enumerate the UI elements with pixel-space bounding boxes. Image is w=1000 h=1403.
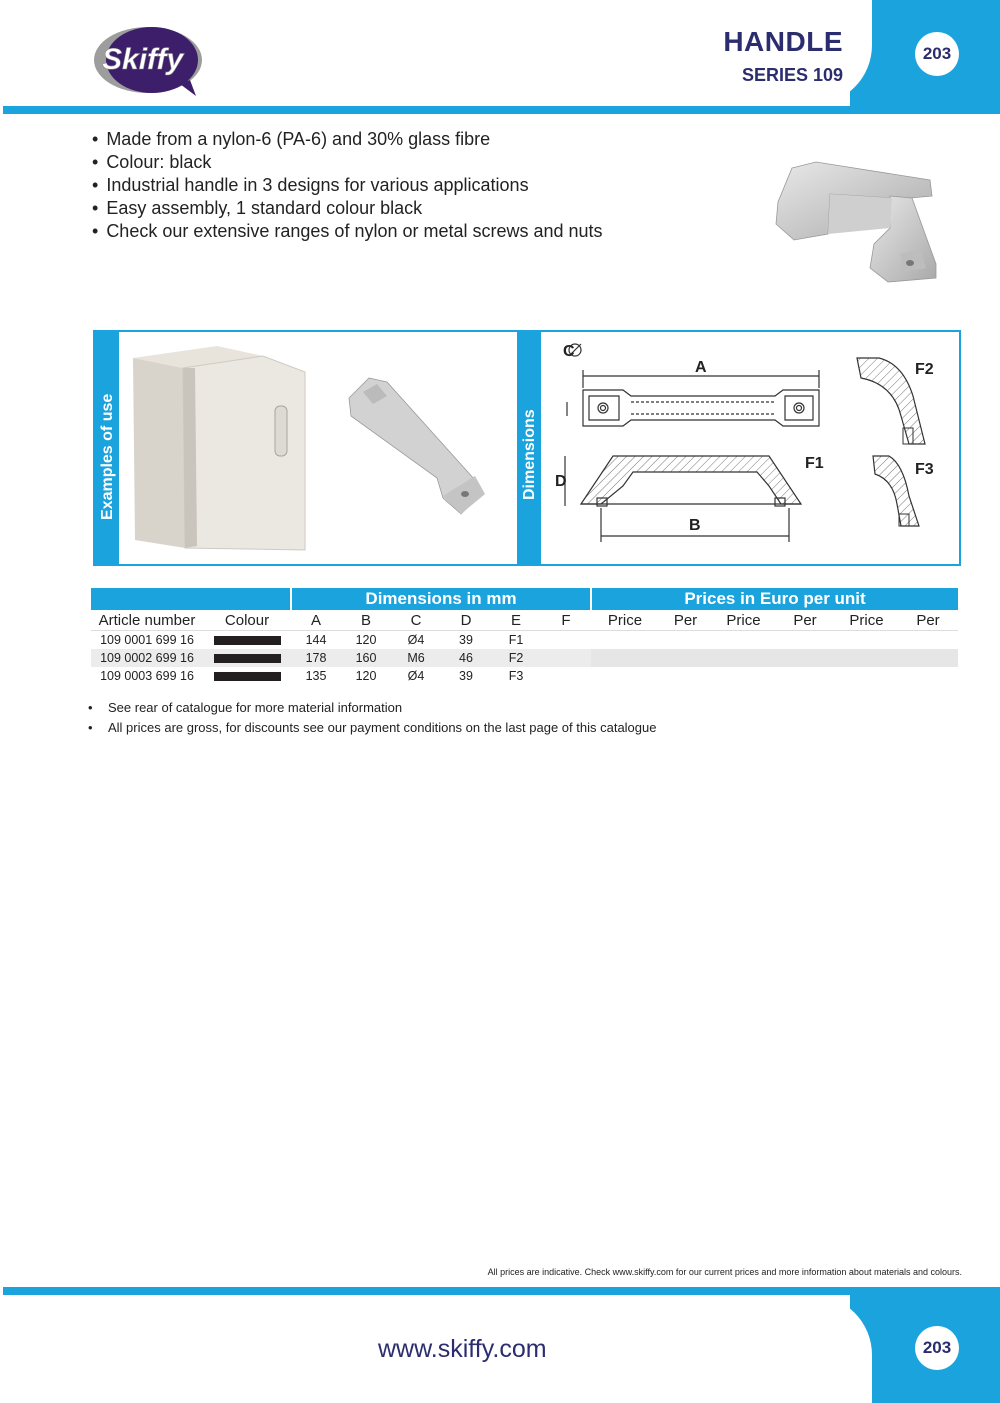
column-header: Article number [91, 610, 203, 631]
dimensions-label: Dimensions [521, 409, 538, 500]
column-header: Per [659, 610, 712, 631]
per-cell [898, 667, 958, 685]
dim-d: 46 [441, 649, 491, 667]
notes-list [88, 698, 656, 737]
per-cell [898, 649, 958, 667]
svg-text:Skiffy: Skiffy [102, 43, 184, 76]
dim-e: F3 [508, 669, 524, 683]
skiffy-logo [92, 22, 204, 98]
dim-f [541, 631, 591, 650]
examples-label: Examples of use [99, 393, 116, 520]
footer-page-number-badge: 203 [915, 1326, 959, 1370]
page-title: HANDLE [723, 26, 843, 57]
price-cell [591, 667, 659, 685]
table-row [91, 667, 958, 685]
column-header: Price [591, 610, 659, 631]
dim-c: Ø4 [407, 633, 425, 647]
dim-d: 39 [459, 669, 473, 683]
per-cell [775, 667, 835, 685]
dim-f [541, 649, 591, 667]
column-header: Per [898, 610, 958, 631]
feature-item: • Industrial handle in 3 designs for various applications [92, 174, 603, 197]
feature-item: • Easy assembly, 1 standard colour black [92, 197, 603, 220]
table-row [91, 631, 958, 650]
colour-swatch [203, 667, 291, 685]
price-cell [712, 649, 775, 667]
dim-b: 120 [355, 633, 377, 647]
svg-text:F2: F2 [915, 361, 934, 378]
cabinet-example-image [127, 346, 307, 552]
feature-item: • Made from a nylon-6 (PA-6) and 30% glass fibre [92, 128, 603, 151]
dim-e: F2 [491, 649, 541, 667]
note-item: • See rear of catalogue for more material information [88, 700, 403, 715]
svg-text:F3: F3 [915, 461, 934, 478]
price-cell [591, 649, 659, 667]
column-header: D [441, 610, 491, 631]
column-header: A [291, 610, 341, 631]
column-header: F [541, 610, 591, 631]
column-header: Colour [203, 610, 291, 631]
dim-f [541, 667, 591, 685]
prices-group-header: Prices in Euro per unit [591, 588, 958, 610]
feature-list [92, 128, 603, 243]
article-number: 109 0003 699 16 [100, 669, 194, 683]
dim-c: Ø4 [407, 669, 425, 683]
dimension-drawing [543, 336, 943, 562]
column-header: Price [712, 610, 775, 631]
column-header: Per [775, 610, 835, 631]
usage-dimensions-panel [93, 330, 961, 566]
price-cell [712, 667, 775, 685]
svg-text:B: B [689, 517, 701, 534]
price-cell [712, 631, 775, 650]
price-cell [835, 649, 898, 667]
column-header: C [391, 610, 441, 631]
dim-a: 178 [291, 649, 341, 667]
per-cell [659, 649, 712, 667]
table-row [91, 649, 958, 667]
website-link[interactable]: www.skiffy.com [378, 1335, 547, 1363]
per-cell [659, 631, 712, 650]
svg-text:C: C [563, 343, 575, 360]
column-header: E [491, 610, 541, 631]
page-subtitle: SERIES 109 [741, 65, 843, 85]
article-number: 109 0002 699 16 [91, 649, 203, 667]
colour-swatch [203, 649, 291, 667]
header-divider [3, 106, 1000, 114]
per-cell [659, 667, 712, 685]
feature-item: • Check our extensive ranges of nylon or metal screws and nuts [92, 220, 603, 243]
dim-e: F1 [508, 633, 524, 647]
column-header: B [341, 610, 391, 631]
price-cell [835, 631, 898, 650]
dim-c: M6 [391, 649, 441, 667]
page-number-badge: 203 [915, 32, 959, 76]
svg-text:A: A [695, 359, 707, 376]
note-item: • All prices are gross, for discounts see our payment conditions on the last page of this catalogue [88, 719, 657, 735]
handle-example-image [343, 372, 513, 522]
dim-d: 39 [459, 633, 473, 647]
svg-text:D: D [555, 473, 567, 490]
column-header: Price [835, 610, 898, 631]
svg-text:F1: F1 [805, 455, 824, 472]
per-cell [898, 631, 958, 650]
dimensions-group-header: Dimensions in mm [291, 588, 591, 610]
article-table [91, 588, 958, 685]
table-group-header [91, 588, 958, 610]
feature-item: • Colour: black [92, 151, 603, 174]
article-number: 109 0001 699 16 [100, 633, 194, 647]
dim-b: 120 [355, 669, 377, 683]
price-cell [835, 667, 898, 685]
per-cell [775, 631, 835, 650]
dim-a: 135 [305, 669, 327, 683]
price-disclaimer: All prices are indicative. Check www.skiffy.com for our current prices and more information about materials and colours. [487, 1267, 962, 1277]
table-column-headers [91, 610, 958, 631]
dim-a: 144 [305, 633, 327, 647]
footer-divider [3, 1287, 1000, 1295]
per-cell [775, 649, 835, 667]
dim-b: 160 [341, 649, 391, 667]
price-cell [591, 631, 659, 650]
handle-product-image [770, 158, 940, 286]
colour-swatch [203, 631, 291, 650]
